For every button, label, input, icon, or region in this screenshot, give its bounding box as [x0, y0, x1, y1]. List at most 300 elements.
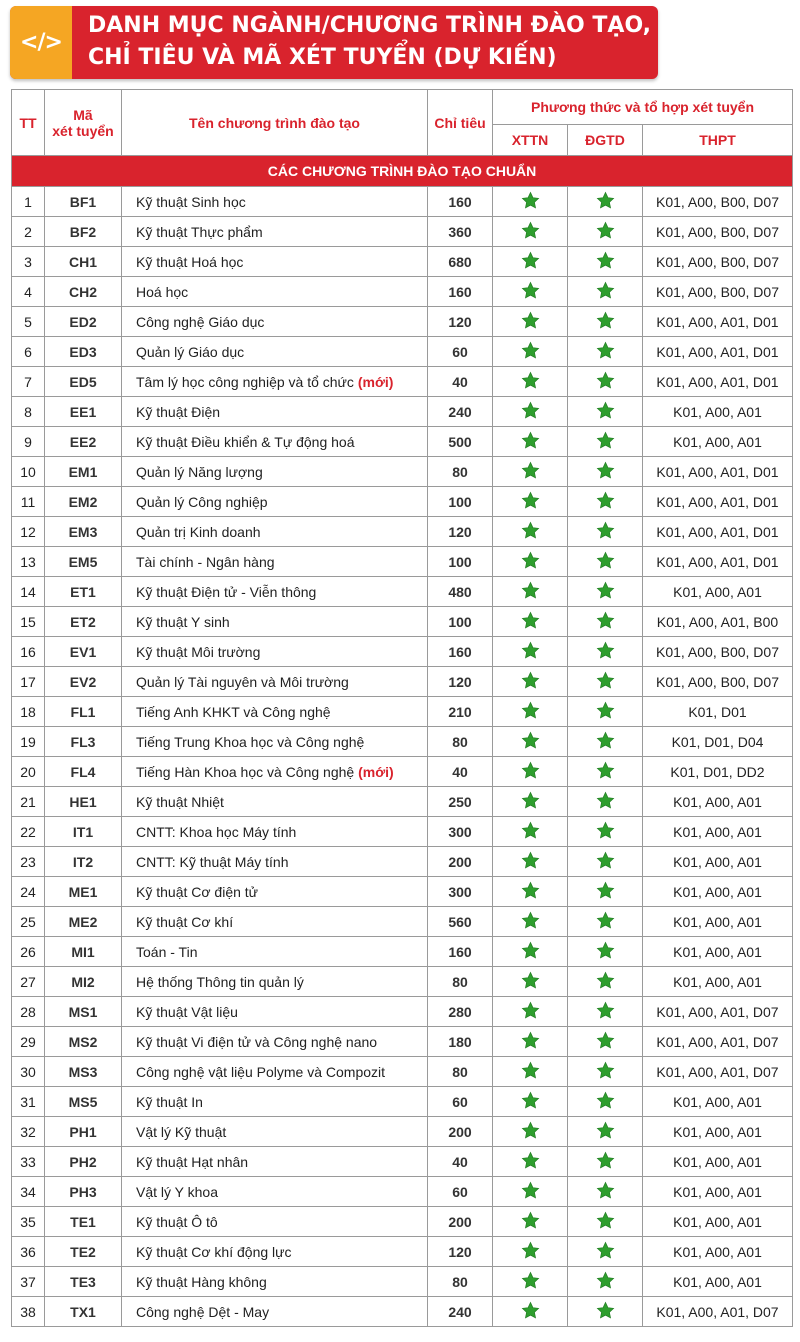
xttn-cell — [493, 1237, 568, 1267]
program-name-cell — [122, 547, 428, 577]
xttn-cell — [493, 547, 568, 577]
quota-value: 120 — [428, 307, 493, 337]
xttn-cell — [493, 1267, 568, 1297]
new-badge: (mới) — [357, 373, 394, 390]
program-name: Kỹ thuật Vi điện tử và Công nghệ nano — [136, 1033, 378, 1050]
program-name-cell — [122, 697, 428, 727]
admission-code: TE2 — [45, 1237, 122, 1267]
program-name: Kỹ thuật Điện tử - Viễn thông — [136, 583, 317, 600]
quota-value: 210 — [428, 697, 493, 727]
dgtd-cell — [568, 1237, 643, 1267]
program-name-cell — [122, 277, 428, 307]
thpt-combinations: K01, A00, A01 — [643, 967, 793, 997]
thpt-combinations: K01, A00, A01 — [643, 1207, 793, 1237]
table-row — [12, 487, 793, 517]
admission-code: FL3 — [45, 727, 122, 757]
table-row — [12, 997, 793, 1027]
row-number: 14 — [12, 577, 45, 607]
program-name-cell — [122, 337, 428, 367]
star-icon — [596, 1031, 615, 1053]
program-name-cell — [122, 1147, 428, 1177]
xttn-cell — [493, 367, 568, 397]
program-name-cell — [122, 607, 428, 637]
star-icon — [521, 1031, 540, 1053]
row-number: 12 — [12, 517, 45, 547]
row-number: 33 — [12, 1147, 45, 1177]
star-icon — [596, 1121, 615, 1143]
program-name: Quản lý Công nghiệp — [136, 493, 268, 510]
thpt-combinations: K01, D01, DD2 — [643, 757, 793, 787]
star-icon — [596, 851, 615, 873]
admission-code: ME2 — [45, 907, 122, 937]
star-icon — [521, 551, 540, 573]
program-name: Kỹ thuật Nhiệt — [136, 793, 224, 810]
program-name-cell — [122, 997, 428, 1027]
admission-code: EV2 — [45, 667, 122, 697]
star-icon — [596, 611, 615, 633]
dgtd-cell — [568, 1117, 643, 1147]
row-number: 16 — [12, 637, 45, 667]
quota-value: 40 — [428, 757, 493, 787]
row-number: 23 — [12, 847, 45, 877]
star-icon — [521, 1211, 540, 1233]
dgtd-cell — [568, 307, 643, 337]
dgtd-cell — [568, 277, 643, 307]
star-icon — [596, 461, 615, 483]
program-name: Kỹ thuật Điện — [136, 403, 221, 420]
section-row — [12, 156, 793, 187]
program-name: Kỹ thuật Môi trường — [136, 643, 261, 660]
table-row — [12, 877, 793, 907]
program-name-cell — [122, 637, 428, 667]
admission-code: PH1 — [45, 1117, 122, 1147]
program-name: Tiếng Hàn Khoa học và Công nghệ — [136, 763, 355, 780]
col-header-thpt: THPT — [643, 125, 793, 156]
program-name-cell — [122, 877, 428, 907]
quota-value: 40 — [428, 367, 493, 397]
row-number: 36 — [12, 1237, 45, 1267]
star-icon — [596, 1241, 615, 1263]
program-name-cell — [122, 907, 428, 937]
row-number: 17 — [12, 667, 45, 697]
table-row — [12, 697, 793, 727]
program-name: Kỹ thuật Sinh học — [136, 193, 246, 210]
program-name-cell — [122, 667, 428, 697]
star-icon — [596, 311, 615, 333]
star-icon — [596, 1211, 615, 1233]
admission-code: MS5 — [45, 1087, 122, 1117]
col-header-methods: Phương thức và tổ hợp xét tuyển — [493, 90, 793, 125]
star-icon — [521, 1061, 540, 1083]
admission-code: PH2 — [45, 1147, 122, 1177]
xttn-cell — [493, 397, 568, 427]
dgtd-cell — [568, 1087, 643, 1117]
dgtd-cell — [568, 1147, 643, 1177]
quota-value: 160 — [428, 937, 493, 967]
xttn-cell — [493, 937, 568, 967]
program-name: Hệ thống Thông tin quản lý — [136, 973, 304, 990]
table-row — [12, 457, 793, 487]
star-icon — [596, 1151, 615, 1173]
xttn-cell — [493, 577, 568, 607]
program-name-cell — [122, 577, 428, 607]
program-name-cell — [122, 787, 428, 817]
admission-code: EM3 — [45, 517, 122, 547]
row-number: 28 — [12, 997, 45, 1027]
program-name-cell — [122, 1207, 428, 1237]
program-name: Tiếng Trung Khoa học và Công nghệ — [136, 733, 365, 750]
row-number: 11 — [12, 487, 45, 517]
xttn-cell — [493, 1297, 568, 1327]
dgtd-cell — [568, 1177, 643, 1207]
quota-value: 560 — [428, 907, 493, 937]
quota-value: 100 — [428, 487, 493, 517]
star-icon — [521, 911, 540, 933]
table-row — [12, 967, 793, 997]
table-row — [12, 1177, 793, 1207]
xttn-cell — [493, 517, 568, 547]
table-row — [12, 727, 793, 757]
quota-value: 80 — [428, 1057, 493, 1087]
star-icon — [521, 611, 540, 633]
admission-code: TE1 — [45, 1207, 122, 1237]
table-row — [12, 1237, 793, 1267]
row-number: 6 — [12, 337, 45, 367]
row-number: 27 — [12, 967, 45, 997]
table-row — [12, 397, 793, 427]
quota-value: 200 — [428, 1117, 493, 1147]
new-badge: (mới) — [358, 763, 394, 780]
table-row — [12, 1267, 793, 1297]
star-icon — [596, 731, 615, 753]
quota-value: 160 — [428, 277, 493, 307]
xttn-cell — [493, 187, 568, 217]
star-icon — [521, 791, 540, 813]
thpt-combinations: K01, A00, B00, D07 — [643, 187, 793, 217]
star-icon — [521, 341, 540, 363]
col-header-code-line1: Mã — [73, 106, 93, 123]
star-icon — [521, 641, 540, 663]
dgtd-cell — [568, 457, 643, 487]
program-name: Kỹ thuật Thực phẩm — [136, 223, 263, 240]
quota-value: 240 — [428, 1297, 493, 1327]
thpt-combinations: K01, A00, A01, D07 — [643, 997, 793, 1027]
quota-value: 80 — [428, 967, 493, 997]
dgtd-cell — [568, 337, 643, 367]
xttn-cell — [493, 1087, 568, 1117]
program-name-cell — [122, 217, 428, 247]
thpt-combinations: K01, A00, A01, D01 — [643, 307, 793, 337]
table-row — [12, 787, 793, 817]
col-header-tt: TT — [12, 90, 45, 156]
thpt-combinations: K01, A00, A01 — [643, 1237, 793, 1267]
quota-value: 80 — [428, 457, 493, 487]
thpt-combinations: K01, A00, A01 — [643, 397, 793, 427]
row-number: 8 — [12, 397, 45, 427]
thpt-combinations: K01, A00, A01 — [643, 577, 793, 607]
star-icon — [521, 491, 540, 513]
row-number: 1 — [12, 187, 45, 217]
quota-value: 200 — [428, 1207, 493, 1237]
program-name: Kỹ thuật Cơ điện tử — [136, 883, 259, 900]
xttn-cell — [493, 1207, 568, 1237]
table-row — [12, 337, 793, 367]
star-icon — [521, 281, 540, 303]
program-name: Công nghệ vật liệu Polyme và Compozit — [136, 1063, 386, 1080]
dgtd-cell — [568, 1027, 643, 1057]
dgtd-cell — [568, 187, 643, 217]
table-row — [12, 817, 793, 847]
admission-code: BF2 — [45, 217, 122, 247]
xttn-cell — [493, 757, 568, 787]
star-icon — [596, 521, 615, 543]
row-number: 15 — [12, 607, 45, 637]
table-row — [12, 277, 793, 307]
star-icon — [521, 521, 540, 543]
col-header-name: Tên chương trình đào tạo — [122, 90, 428, 156]
program-name-cell — [122, 307, 428, 337]
admission-code: EV1 — [45, 637, 122, 667]
program-name: Kỹ thuật Cơ khí động lực — [136, 1243, 292, 1260]
thpt-combinations: K01, D01 — [643, 697, 793, 727]
star-icon — [596, 251, 615, 273]
table-row — [12, 907, 793, 937]
dgtd-cell — [568, 517, 643, 547]
dgtd-cell — [568, 1297, 643, 1327]
admission-code: ET1 — [45, 577, 122, 607]
xttn-cell — [493, 697, 568, 727]
row-number: 25 — [12, 907, 45, 937]
thpt-combinations: K01, A00, A01 — [643, 1147, 793, 1177]
table-row — [12, 427, 793, 457]
quota-value: 160 — [428, 187, 493, 217]
program-name: Vật lý Y khoa — [136, 1183, 218, 1200]
row-number: 10 — [12, 457, 45, 487]
table-row — [12, 517, 793, 547]
xttn-cell — [493, 457, 568, 487]
quota-value: 120 — [428, 1237, 493, 1267]
admission-code: EM2 — [45, 487, 122, 517]
star-icon — [521, 431, 540, 453]
star-icon — [521, 191, 540, 213]
program-name-cell — [122, 937, 428, 967]
row-number: 9 — [12, 427, 45, 457]
star-icon — [521, 701, 540, 723]
star-icon — [596, 701, 615, 723]
program-name: Kỹ thuật Cơ khí — [136, 913, 234, 930]
quota-value: 680 — [428, 247, 493, 277]
thpt-combinations: K01, A00, A01, D07 — [643, 1027, 793, 1057]
quota-value: 40 — [428, 1147, 493, 1177]
star-icon — [521, 221, 540, 243]
row-number: 22 — [12, 817, 45, 847]
star-icon — [596, 491, 615, 513]
star-icon — [596, 431, 615, 453]
admission-code: FL1 — [45, 697, 122, 727]
star-icon — [521, 731, 540, 753]
program-name-cell — [122, 1237, 428, 1267]
dgtd-cell — [568, 1057, 643, 1087]
dgtd-cell — [568, 667, 643, 697]
table-row — [12, 577, 793, 607]
xttn-cell — [493, 1147, 568, 1177]
table-row — [12, 1297, 793, 1327]
thpt-combinations: K01, A00, B00, D07 — [643, 637, 793, 667]
dgtd-cell — [568, 487, 643, 517]
star-icon — [596, 911, 615, 933]
program-name-cell — [122, 1117, 428, 1147]
program-name: Công nghệ Dệt - May — [136, 1303, 270, 1320]
xttn-cell — [493, 337, 568, 367]
row-number: 30 — [12, 1057, 45, 1087]
dgtd-cell — [568, 817, 643, 847]
program-name: Quản lý Giáo dục — [136, 343, 245, 360]
xttn-cell — [493, 727, 568, 757]
quota-value: 280 — [428, 997, 493, 1027]
admission-code: ME1 — [45, 877, 122, 907]
program-name: Kỹ thuật Hoá học — [136, 253, 244, 270]
star-icon — [521, 1241, 540, 1263]
table-row — [12, 937, 793, 967]
quota-value: 80 — [428, 727, 493, 757]
program-name-cell — [122, 1087, 428, 1117]
program-name: Kỹ thuật Y sinh — [136, 613, 230, 630]
table-row — [12, 367, 793, 397]
star-icon — [521, 311, 540, 333]
table-row — [12, 187, 793, 217]
admission-code: MI1 — [45, 937, 122, 967]
table-row — [12, 757, 793, 787]
star-icon — [596, 761, 615, 783]
dgtd-cell — [568, 1207, 643, 1237]
star-icon — [596, 1001, 615, 1023]
star-icon — [521, 371, 540, 393]
row-number: 20 — [12, 757, 45, 787]
page-title-line2: CHỈ TIÊU VÀ MÃ XÉT TUYỂN (DỰ KIẾN) — [88, 45, 557, 70]
table-row — [12, 547, 793, 577]
admission-code: ED5 — [45, 367, 122, 397]
dgtd-cell — [568, 697, 643, 727]
program-name-cell — [122, 517, 428, 547]
table-row — [12, 1207, 793, 1237]
table-row — [12, 1027, 793, 1057]
thpt-combinations: K01, A00, A01 — [643, 817, 793, 847]
row-number: 3 — [12, 247, 45, 277]
program-name-cell — [122, 247, 428, 277]
dgtd-cell — [568, 367, 643, 397]
quota-value: 240 — [428, 397, 493, 427]
program-name: Toán - Tin — [136, 943, 198, 960]
star-icon — [521, 461, 540, 483]
xttn-cell — [493, 217, 568, 247]
row-number: 13 — [12, 547, 45, 577]
admission-code: TE3 — [45, 1267, 122, 1297]
thpt-combinations: K01, A00, A01 — [643, 907, 793, 937]
dgtd-cell — [568, 877, 643, 907]
star-icon — [521, 1151, 540, 1173]
thpt-combinations: K01, A00, A01 — [643, 787, 793, 817]
thpt-combinations: K01, A00, A01, B00 — [643, 607, 793, 637]
thpt-combinations: K01, A00, A01, D01 — [643, 517, 793, 547]
program-name: Tiếng Anh KHKT và Công nghệ — [136, 703, 331, 720]
row-number: 38 — [12, 1297, 45, 1327]
admission-code: CH2 — [45, 277, 122, 307]
admission-code: HE1 — [45, 787, 122, 817]
star-icon — [521, 1001, 540, 1023]
star-icon — [596, 821, 615, 843]
xttn-cell — [493, 607, 568, 637]
dgtd-cell — [568, 727, 643, 757]
quota-value: 120 — [428, 517, 493, 547]
program-name: Tâm lý học công nghiệp và tổ chức — [136, 373, 354, 390]
quota-value: 120 — [428, 667, 493, 697]
title-banner — [10, 6, 658, 79]
table-row — [12, 1057, 793, 1087]
star-icon — [521, 671, 540, 693]
admission-code: ED3 — [45, 337, 122, 367]
dgtd-cell — [568, 397, 643, 427]
table-row — [12, 847, 793, 877]
star-icon — [521, 971, 540, 993]
star-icon — [596, 1061, 615, 1083]
star-icon — [596, 581, 615, 603]
star-icon — [596, 791, 615, 813]
star-icon — [596, 641, 615, 663]
thpt-combinations: K01, A00, A01 — [643, 1117, 793, 1147]
xttn-cell — [493, 1057, 568, 1087]
star-icon — [596, 1301, 615, 1323]
xttn-cell — [493, 967, 568, 997]
program-name: Tài chính - Ngân hàng — [136, 553, 275, 570]
thpt-combinations: K01, A00, A01 — [643, 1177, 793, 1207]
quota-value: 200 — [428, 847, 493, 877]
star-icon — [521, 851, 540, 873]
xttn-cell — [493, 667, 568, 697]
row-number: 37 — [12, 1267, 45, 1297]
star-icon — [596, 671, 615, 693]
thpt-combinations: K01, D01, D04 — [643, 727, 793, 757]
programs-table — [11, 89, 793, 1327]
col-header-code-line2: xét tuyển — [52, 122, 114, 139]
admission-code: EE1 — [45, 397, 122, 427]
star-icon — [596, 191, 615, 213]
row-number: 7 — [12, 367, 45, 397]
program-name-cell — [122, 187, 428, 217]
thpt-combinations: K01, A00, A01, D01 — [643, 487, 793, 517]
program-name: CNTT: Khoa học Máy tính — [136, 823, 297, 840]
admission-code: MI2 — [45, 967, 122, 997]
col-header-dgtd: ĐGTD — [568, 125, 643, 156]
quota-value: 360 — [428, 217, 493, 247]
quota-value: 300 — [428, 877, 493, 907]
xttn-cell — [493, 907, 568, 937]
quota-value: 300 — [428, 817, 493, 847]
program-name: Quản lý Năng lượng — [136, 463, 263, 480]
xttn-cell — [493, 637, 568, 667]
col-header-quota: Chỉ tiêu — [428, 90, 493, 156]
star-icon — [596, 1181, 615, 1203]
row-number: 31 — [12, 1087, 45, 1117]
dgtd-cell — [568, 577, 643, 607]
program-name-cell — [122, 487, 428, 517]
table-row — [12, 667, 793, 697]
program-name: Kỹ thuật Hàng không — [136, 1273, 267, 1290]
xttn-cell — [493, 1177, 568, 1207]
xttn-cell — [493, 847, 568, 877]
quota-value: 60 — [428, 337, 493, 367]
thpt-combinations: K01, A00, A01 — [643, 847, 793, 877]
thpt-combinations: K01, A00, A01, D07 — [643, 1297, 793, 1327]
